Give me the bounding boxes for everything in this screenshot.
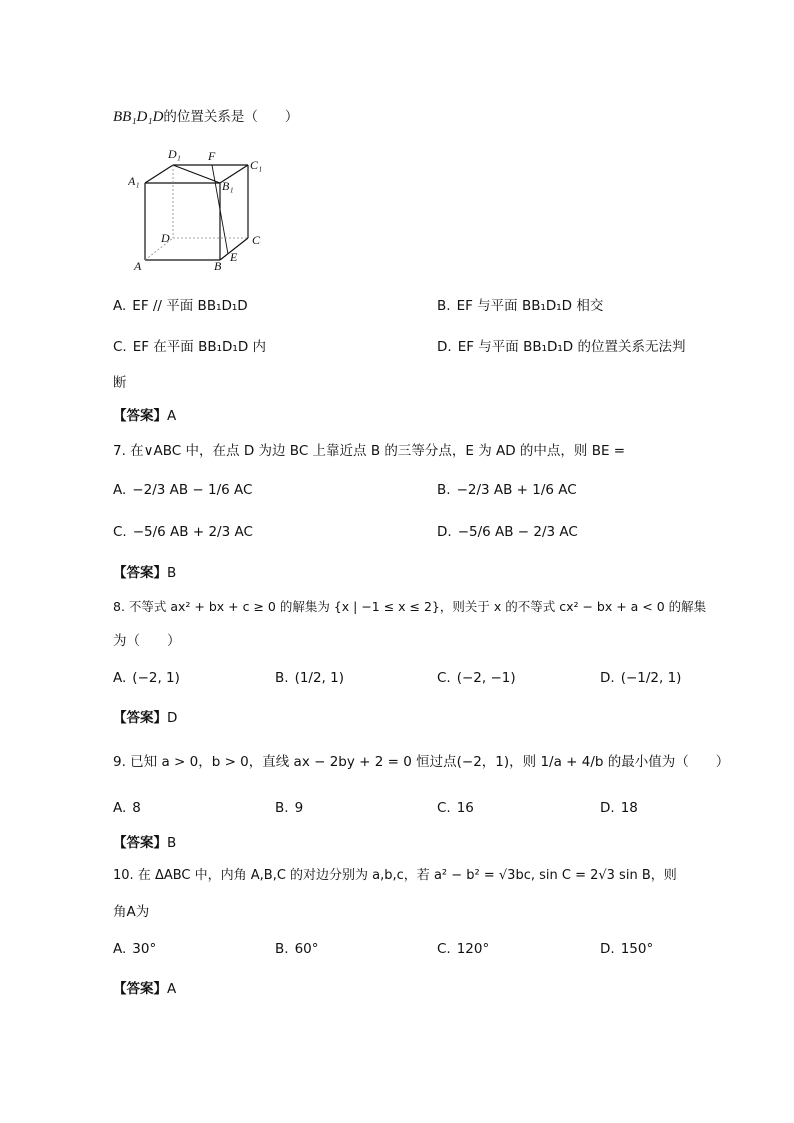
edge-D1B1 bbox=[173, 165, 220, 183]
q8-answer-label: 【答案】 bbox=[113, 710, 167, 726]
q7-stem: 7. 在∨ABC 中，在点 D 为边 BC 上靠近点 B 的三等分点，E 为 AD 的中点，则 BE = bbox=[113, 443, 626, 459]
q9-option-c-text: 16 bbox=[456, 800, 474, 816]
q9-option-d-text: 18 bbox=[620, 800, 638, 816]
q6-option-c-label: C. bbox=[113, 339, 127, 355]
label-C1: C₁ bbox=[250, 158, 263, 172]
q6-option-c-text: EF 在平面 BB₁D₁D 内 bbox=[132, 339, 267, 355]
q6-answer-value: A bbox=[167, 408, 177, 424]
q10-option-b bbox=[275, 939, 319, 959]
q10-option-d bbox=[600, 939, 653, 959]
q6-option-d-label: D. bbox=[437, 339, 452, 355]
q8-option-b bbox=[275, 668, 344, 688]
q8-option-b-label: B. bbox=[275, 670, 289, 686]
q9-option-d bbox=[600, 798, 638, 818]
q10-stem-line2: 角A为 bbox=[113, 904, 150, 920]
q8-option-a-label: A. bbox=[113, 670, 127, 686]
q8-option-c-label: C. bbox=[437, 670, 451, 686]
q7-option-a-label: A. bbox=[113, 482, 127, 498]
q9-option-c bbox=[437, 798, 474, 818]
q8-stem-line1: 8. 不等式 ax² + bx + c ≥ 0 的解集为 {x | −1 ≤ x ≤ 2}，则关于 x 的不等式 cx² − bx + a < 0 的解集 bbox=[113, 599, 707, 614]
label-B: B bbox=[214, 259, 222, 273]
q6-stem-text: 的位置关系是（ ） bbox=[163, 109, 299, 125]
label-C: C bbox=[252, 233, 261, 247]
q10-option-d-label: D. bbox=[600, 941, 615, 957]
q10-answer-label: 【答案】 bbox=[113, 981, 167, 997]
q7-option-c-label: C. bbox=[113, 524, 127, 540]
q8-option-c bbox=[437, 668, 516, 688]
label-D1: D₁ bbox=[168, 147, 181, 161]
q8-option-a-text: (−2, 1) bbox=[132, 670, 180, 686]
q7-answer-label: 【答案】 bbox=[113, 565, 167, 581]
q7-answer-value: B bbox=[167, 565, 177, 581]
q6-option-c bbox=[113, 337, 266, 357]
q9-answer-label: 【答案】 bbox=[113, 835, 167, 851]
cube-figure bbox=[128, 143, 278, 278]
q7-option-d bbox=[437, 522, 578, 542]
q9-stem: 9. 已知 a > 0，b > 0，直线 ax − 2by + 2 = 0 恒过点(−2，1)，则 1/a + 4/b 的最小值为（ ） bbox=[113, 754, 730, 770]
label-F: F bbox=[208, 149, 216, 163]
q7-answer bbox=[113, 561, 176, 581]
q6-stem bbox=[113, 107, 298, 127]
q9-option-d-label: D. bbox=[600, 800, 615, 816]
q6-answer bbox=[113, 404, 176, 424]
q6-stem-plane: BB₁D₁D bbox=[113, 109, 164, 125]
label-B1: B₁ bbox=[222, 179, 234, 193]
q6-option-b-label: B. bbox=[437, 298, 451, 314]
q10-option-b-text: 60° bbox=[294, 941, 319, 957]
q7-option-c-text: −5/6 AB + 2/3 AC bbox=[132, 524, 253, 540]
q9-answer bbox=[113, 831, 176, 851]
q10-option-a-label: A. bbox=[113, 941, 127, 957]
q9-option-b-text: 9 bbox=[294, 800, 304, 816]
label-E: E bbox=[230, 250, 238, 264]
q7-option-a bbox=[113, 480, 252, 500]
q6-option-b-text: EF 与平面 BB₁D₁D 相交 bbox=[456, 298, 604, 314]
q7-option-b-text: −2/3 AB + 1/6 AC bbox=[456, 482, 577, 498]
q7-option-a-text: −2/3 AB − 1/6 AC bbox=[132, 482, 253, 498]
q9-answer-value: B bbox=[167, 835, 177, 851]
q6-option-b bbox=[437, 296, 603, 316]
q9-option-b bbox=[275, 798, 303, 818]
q10-answer bbox=[113, 977, 176, 997]
q7-option-b bbox=[437, 480, 577, 500]
q7-option-c bbox=[113, 522, 253, 542]
label-A: A bbox=[134, 259, 142, 273]
q8-option-c-text: (−2, −1) bbox=[456, 670, 516, 686]
q7-option-d-text: −5/6 AB − 2/3 AC bbox=[457, 524, 578, 540]
q8-option-d bbox=[600, 668, 681, 688]
q10-stem-line1: 10. 在 ΔABC 中，内角 A,B,C 的对边分别为 a,b,c，若 a² − b² = √3bc, sin C = 2√3 sin B，则 bbox=[113, 868, 677, 883]
q7-option-b-label: B. bbox=[437, 482, 451, 498]
q8-option-d-text: (−1/2, 1) bbox=[620, 670, 682, 686]
q10-option-a bbox=[113, 939, 156, 959]
label-A1: A₁ bbox=[128, 174, 140, 188]
q8-option-a bbox=[113, 668, 180, 688]
q6-option-d-wrap: 断 bbox=[113, 375, 127, 391]
q10-option-c bbox=[437, 939, 489, 959]
q6-option-d-text: EF 与平面 BB₁D₁D 的位置关系无法判 bbox=[457, 339, 686, 355]
q9-option-a-text: 8 bbox=[132, 800, 141, 816]
q6-option-d bbox=[437, 337, 686, 357]
q9-option-a bbox=[113, 798, 141, 818]
edge-A1D1 bbox=[145, 165, 173, 183]
q6-option-a bbox=[113, 296, 248, 316]
q6-answer-label: 【答案】 bbox=[113, 408, 167, 424]
q10-option-d-text: 150° bbox=[620, 941, 654, 957]
q9-option-b-label: B. bbox=[275, 800, 289, 816]
q6-option-a-text: EF // 平面 BB₁D₁D bbox=[132, 298, 248, 314]
q8-option-b-text: (1/2, 1) bbox=[294, 670, 344, 686]
q8-answer-value: D bbox=[167, 710, 178, 726]
q8-stem-line2: 为（ ） bbox=[113, 633, 181, 649]
q7-option-d-label: D. bbox=[437, 524, 452, 540]
q8-option-d-label: D. bbox=[600, 670, 615, 686]
label-D: D bbox=[161, 231, 170, 245]
q10-option-b-label: B. bbox=[275, 941, 289, 957]
q8-answer bbox=[113, 706, 177, 726]
q10-answer-value: A bbox=[167, 981, 177, 997]
q10-option-c-label: C. bbox=[437, 941, 451, 957]
q10-option-a-text: 30° bbox=[132, 941, 157, 957]
q9-option-c-label: C. bbox=[437, 800, 451, 816]
q9-option-a-label: A. bbox=[113, 800, 127, 816]
q6-option-a-label: A. bbox=[113, 298, 127, 314]
q10-option-c-text: 120° bbox=[456, 941, 490, 957]
